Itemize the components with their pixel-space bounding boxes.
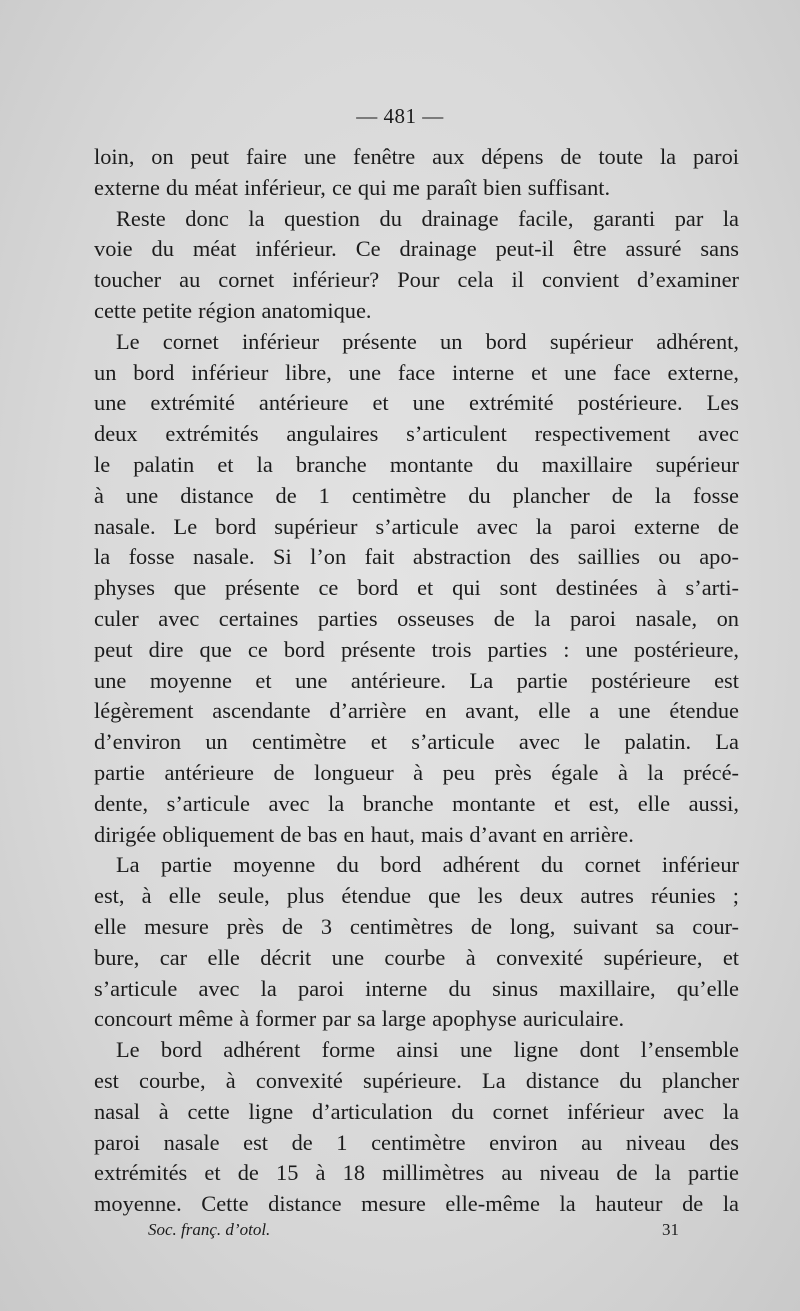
text-line: s’articule avec la paroi interne du sinus maxillaire, qu’elle [94, 975, 739, 1001]
text-line: une moyenne et une antérieure. La partie postérieure est [94, 667, 739, 693]
text-line: concourt même à former par sa large apophyse auriculaire. [94, 1006, 625, 1032]
footer-signature: 31 [662, 1220, 679, 1239]
text-line: cette petite région anatomique. [94, 297, 372, 323]
body-text [94, 142, 739, 1220]
text-line: une extrémité antérieure et une extrémité postérieure. Les [94, 390, 739, 416]
text-line: dirigée obliquement de bas en haut, mais d’avant en arrière. [94, 821, 634, 847]
text-line: la fosse nasale. Si l’on fait abstraction des saillies ou apo- [94, 544, 739, 570]
text-line: Le cornet inférieur présente un bord supérieur adhérent, [116, 328, 739, 354]
text-line: d’environ un centimètre et s’articule avec le palatin. La [94, 729, 739, 755]
text-line: extrémités et de 15 à 18 millimètres au niveau de la partie [94, 1160, 739, 1186]
text-line: à une distance de 1 centimètre du plancher de la fosse [94, 482, 739, 508]
text-line: Le bord adhérent forme ainsi une ligne dont l’ensemble [116, 1037, 739, 1063]
text-line: voie du méat inférieur. Ce drainage peut-il être assuré sans [94, 236, 739, 262]
footer-source: Soc. franç. d’otol. [148, 1220, 271, 1239]
text-line: paroi nasale est de 1 centimètre environ au niveau des [94, 1129, 739, 1155]
page-number: — 481 — [356, 104, 444, 128]
text-line: dente, s’articule avec la branche montante et est, elle aussi, [94, 790, 739, 816]
text-line: culer avec certaines parties osseuses de la paroi nasale, on [94, 605, 739, 631]
text-line: peut dire que ce bord présente trois parties : une postérieure, [94, 636, 739, 662]
text-line: toucher au cornet inférieur? Pour cela il convient d’examiner [94, 267, 739, 293]
text-line: légèrement ascendante d’arrière en avant, elle a une étendue [94, 698, 739, 724]
text-line: est, à elle seule, plus étendue que les deux autres réunies ; [94, 883, 739, 909]
text-line: La partie moyenne du bord adhérent du cornet inférieur [116, 852, 739, 878]
text-line: est courbe, à convexité supérieure. La distance du plancher [94, 1067, 739, 1093]
text-line: moyenne. Cette distance mesure elle-même la hauteur de la [94, 1191, 739, 1217]
text-line: bure, car elle décrit une courbe à convexité supérieure, et [94, 944, 739, 970]
text-line: deux extrémités angulaires s’articulent respectivement avec [94, 421, 739, 447]
text-line: Reste donc la question du drainage facile, garanti par la [116, 205, 739, 231]
text-line: un bord inférieur libre, une face interne et une face externe, [94, 359, 739, 385]
text-line: nasal à cette ligne d’articulation du cornet inférieur avec la [94, 1098, 739, 1124]
text-line: physes que présente ce bord et qui sont destinées à s’arti- [94, 575, 739, 601]
text-line: nasale. Le bord supérieur s’articule avec la paroi externe de [94, 513, 739, 539]
text-line: elle mesure près de 3 centimètres de long, suivant sa cour- [94, 913, 739, 939]
text-line: partie antérieure de longueur à peu près égale à la précé- [94, 759, 739, 785]
text-line: externe du méat inférieur, ce qui me paraît bien suffisant. [94, 174, 611, 200]
text-line: le palatin et la branche montante du maxillaire supérieur [94, 451, 739, 477]
text-line: loin, on peut faire une fenêtre aux dépens de toute la paroi [94, 144, 739, 169]
